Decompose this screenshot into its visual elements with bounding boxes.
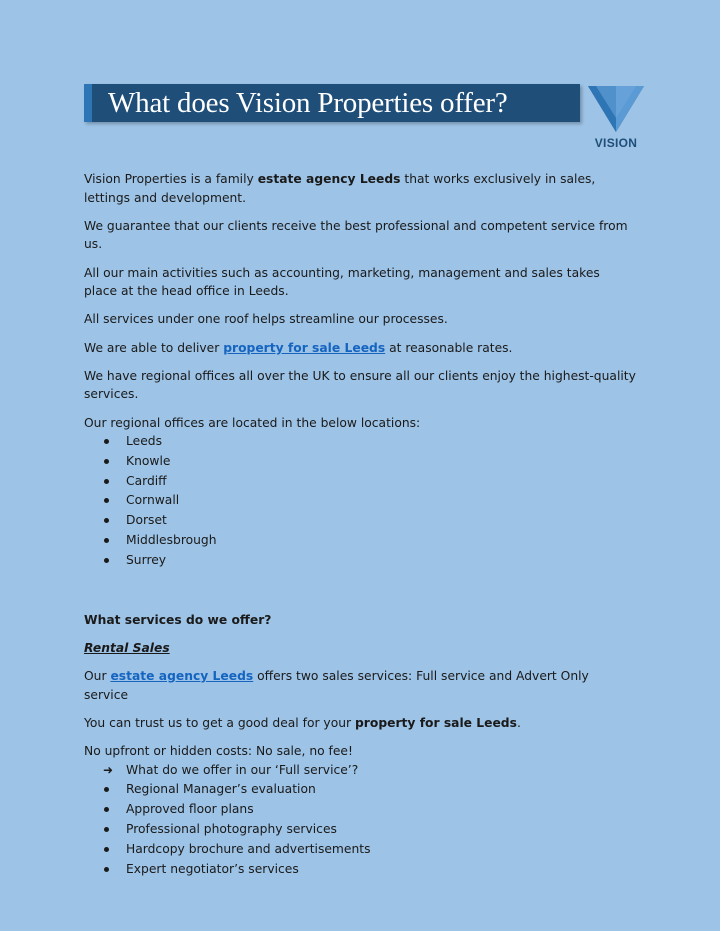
list-item: Expert negotiator’s services — [84, 860, 636, 880]
spacer — [84, 571, 636, 601]
list-item: Middlesbrough — [84, 531, 636, 551]
document-body — [84, 170, 636, 879]
page-title: What does Vision Properties offer? — [108, 87, 508, 119]
bullet-icon — [104, 558, 109, 563]
bullet-icon — [104, 807, 109, 812]
rental-sales-subheading: Rental Sales — [84, 640, 170, 655]
arrow-list-item: ➜ What do we offer in our ‘Full service’? — [84, 761, 636, 781]
list-item: Approved floor plans — [84, 800, 636, 820]
intro-paragraph-7: Our regional offices are located in the below locations: — [84, 415, 421, 430]
arrow-right-icon: ➜ — [103, 762, 114, 777]
full-service-list — [84, 761, 636, 880]
bullet-icon — [104, 827, 109, 832]
bullet-icon — [104, 439, 109, 444]
locations-list — [84, 432, 636, 571]
estate-agency-link[interactable]: estate agency Leeds — [110, 669, 254, 684]
list-item: Cardiff — [84, 472, 636, 492]
list-item: Dorset — [84, 511, 636, 531]
bullet-icon — [104, 867, 109, 872]
services-paragraph-3: No upfront or hidden costs: No sale, no fee! — [84, 744, 353, 759]
intro-paragraph-3: All our main activities such as accounting, marketing, management and sales takes place at the head office in Leeds. — [84, 265, 600, 299]
vision-logo — [586, 84, 646, 150]
intro-paragraph-5: We are able to deliver property for sale Leeds at reasonable rates. — [84, 340, 513, 355]
services-heading: What services do we offer? — [84, 612, 272, 627]
bullet-icon — [104, 787, 109, 792]
bold-keyword: property for sale Leeds — [355, 715, 517, 730]
services-paragraph-1: Our estate agency Leeds offers two sales services: Full service and Advert Only service — [84, 669, 589, 702]
list-item: Hardcopy brochure and advertisements — [84, 840, 636, 860]
intro-paragraph-1: Vision Properties is a family estate agency Leeds that works exclusively in sales, lettings and development. — [84, 172, 596, 205]
vision-logo-text: VISION — [594, 136, 638, 150]
intro-paragraph-2: We guarantee that our clients receive the best professional and competent service from us. — [84, 218, 628, 252]
property-for-sale-link[interactable]: property for sale Leeds — [223, 340, 386, 355]
bullet-icon — [104, 538, 109, 543]
bold-keyword: estate agency Leeds — [257, 172, 401, 186]
intro-paragraph-4: All services under one roof helps streamline our processes. — [84, 312, 448, 327]
list-item: Professional photography services — [84, 820, 636, 840]
list-item: Surrey — [84, 551, 636, 571]
services-paragraph-2: You can trust us to get a good deal for your property for sale Leeds. — [84, 715, 521, 730]
intro-paragraph-6: We have regional offices all over the UK to ensure all our clients enjoy the highest-quality services. — [84, 368, 636, 402]
list-item: Leeds — [84, 432, 636, 452]
list-item: Regional Manager’s evaluation — [84, 780, 636, 800]
list-item: Cornwall — [84, 491, 636, 511]
bullet-icon — [104, 518, 109, 523]
bullet-icon — [104, 459, 109, 464]
bullet-icon — [104, 498, 109, 503]
list-item: Knowle — [84, 452, 636, 472]
vision-logo-mark — [586, 84, 646, 134]
bullet-icon — [104, 479, 109, 484]
title-banner — [84, 84, 580, 122]
bullet-icon — [104, 847, 109, 852]
